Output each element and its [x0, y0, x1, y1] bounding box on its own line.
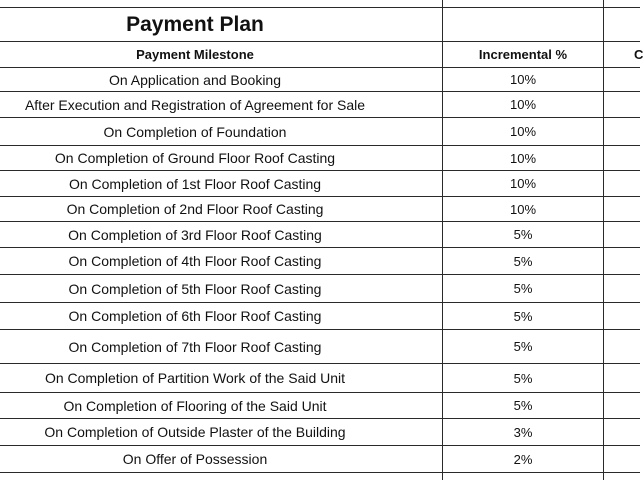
incremental-cell: 3% — [513, 424, 533, 440]
incremental-cell: 10% — [509, 176, 537, 191]
milestone-cell: On Completion of Outside Plaster of the Building — [44, 424, 346, 440]
table-title: Payment Plan — [126, 12, 264, 36]
column-header-incremental: Incremental % — [478, 47, 568, 62]
incremental-cell: 10% — [509, 97, 537, 112]
incremental-cell: 5% — [513, 227, 533, 242]
milestone-cell: On Completion of 2nd Floor Roof Casting — [66, 201, 324, 217]
incremental-cell: 5% — [513, 339, 533, 354]
incremental-cell: 2% — [513, 451, 533, 467]
column-divider — [603, 0, 604, 480]
incremental-cell: 5% — [513, 308, 533, 324]
column-header-milestone: Payment Milestone — [136, 47, 254, 62]
milestone-cell: On Offer of Possession — [122, 451, 268, 467]
milestone-cell: On Completion of 6th Floor Roof Casting — [68, 308, 322, 324]
milestone-cell: On Application and Booking — [108, 71, 281, 88]
milestone-cell: On Completion of 1st Floor Roof Casting — [68, 175, 322, 192]
incremental-cell: 5% — [513, 253, 533, 269]
milestone-cell: On Completion of Partition Work of the Said Unit — [44, 370, 346, 386]
column-header-partial: C — [634, 47, 643, 62]
milestone-cell: On Completion of 5th Floor Roof Casting — [68, 280, 322, 297]
milestone-cell: On Completion of 7th Floor Roof Casting — [68, 338, 322, 355]
milestone-cell: On Completion of Ground Floor Roof Casting — [54, 150, 336, 166]
incremental-cell: 5% — [513, 398, 533, 413]
milestone-cell: On Completion of 3rd Floor Roof Casting — [68, 226, 322, 243]
milestone-cell: On Completion of Foundation — [103, 123, 287, 140]
incremental-cell: 10% — [509, 201, 537, 217]
milestone-cell: After Execution and Registration of Agreement for Sale — [24, 96, 366, 113]
incremental-cell: 5% — [513, 370, 533, 386]
incremental-cell: 10% — [509, 124, 537, 139]
incremental-cell: 10% — [509, 72, 537, 87]
milestone-cell: On Completion of 4th Floor Roof Casting — [68, 253, 322, 269]
row-divider — [0, 472, 640, 473]
incremental-cell: 5% — [513, 281, 533, 296]
incremental-cell: 10% — [509, 150, 537, 166]
milestone-cell: On Completion of Flooring of the Said Unit — [63, 397, 327, 414]
